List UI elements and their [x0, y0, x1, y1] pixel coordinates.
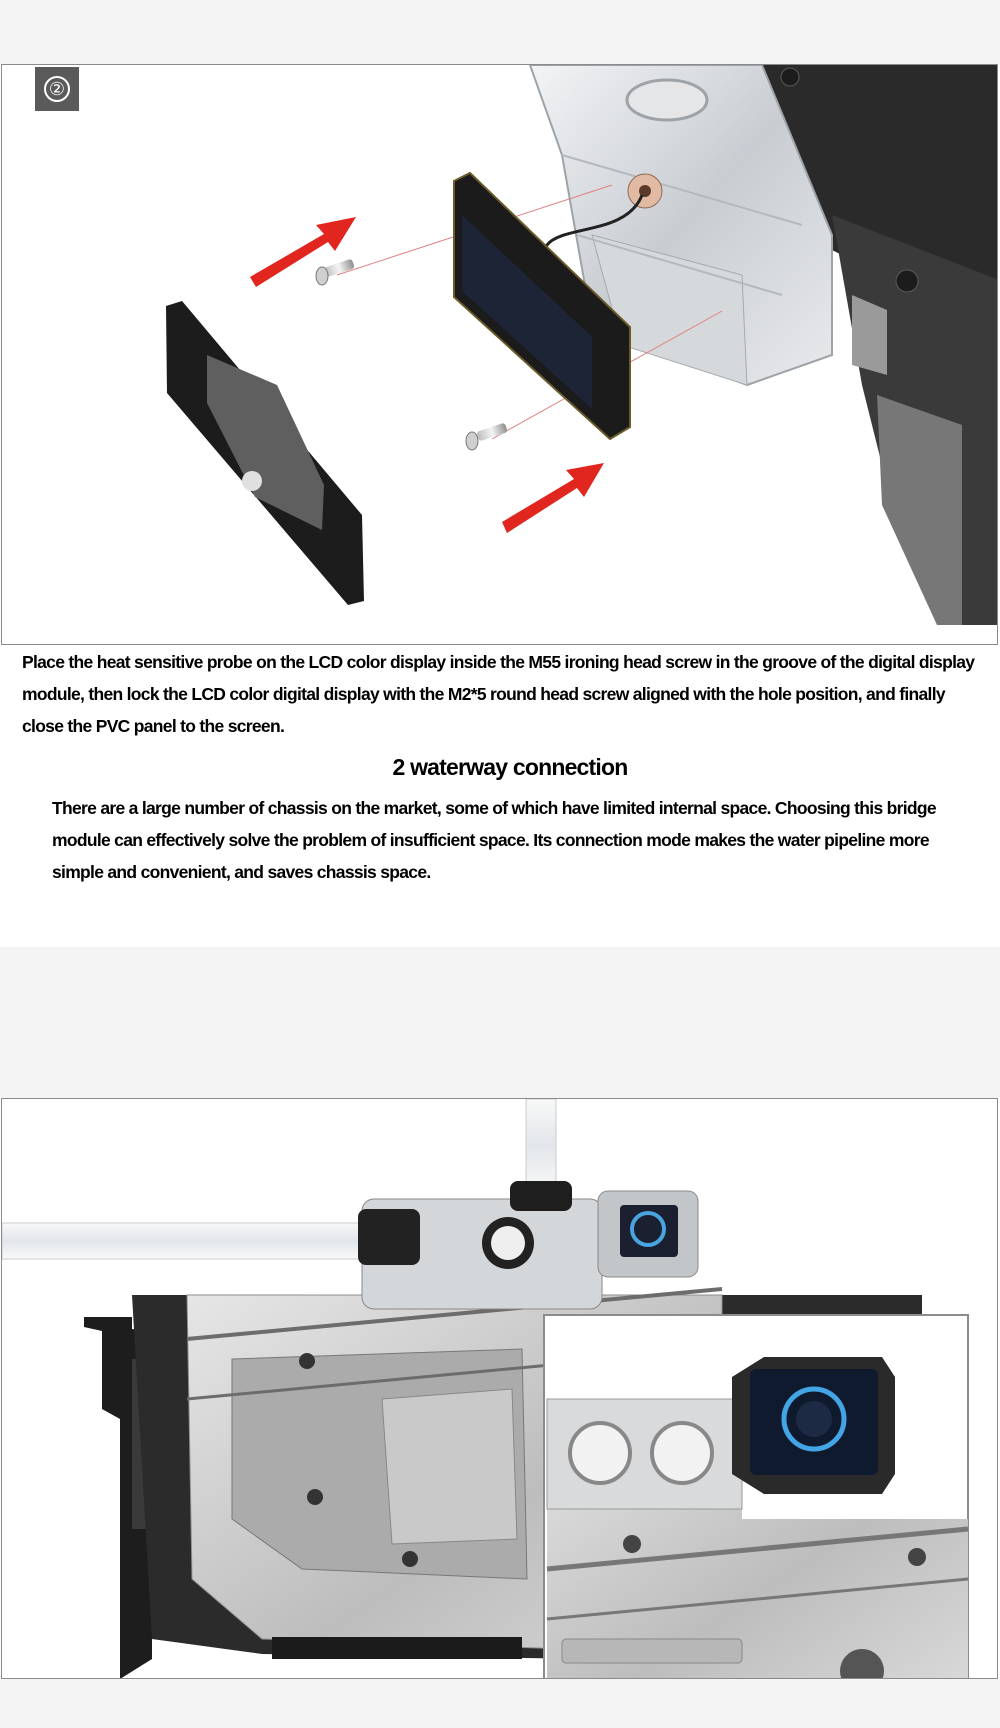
- bridge-illustration: [1, 1098, 998, 1679]
- arrow-lower: [502, 463, 604, 533]
- arrow-upper: [250, 217, 356, 287]
- screw-hole-1: [781, 68, 799, 86]
- inset-closeup: [544, 1315, 968, 1679]
- bottom-band: [0, 1679, 1000, 1728]
- gpu-side-plate: [877, 395, 962, 625]
- block-screw-3: [402, 1551, 418, 1567]
- assembly-drawing: [2, 65, 998, 645]
- waterblock-inner: [382, 1389, 517, 1544]
- section-heading: 2 waterway connection: [392, 754, 628, 780]
- bridge-top-fitting: [510, 1181, 572, 1211]
- bridge-logo-inner: [491, 1226, 525, 1260]
- vertical-tube: [526, 1099, 556, 1191]
- step-number-badge: ②: [35, 67, 79, 111]
- bykski-logo-icon: [242, 471, 262, 491]
- lower-screw: [466, 423, 508, 450]
- block-screw-2: [307, 1489, 323, 1505]
- screw-hole-2: [896, 270, 918, 292]
- middle-band: [0, 947, 1000, 1098]
- top-band: [0, 0, 1000, 64]
- acrylic-port: [627, 80, 707, 120]
- horizontal-tube: [2, 1223, 382, 1259]
- assembly-illustration: [1, 64, 998, 645]
- assembly-caption: Place the heat sensitive probe on the LCD color display inside the M55 ironing head screw in the groove of the digital display module, then lock the LCD color digital display with the M2*5 round head screw aligned with the hole position, and finally close the PVC panel to the screen.: [22, 652, 975, 736]
- upper-screw: [316, 259, 355, 285]
- block-screw-1: [299, 1353, 315, 1369]
- pcb-edge: [272, 1637, 522, 1659]
- bridge-fitting-left: [358, 1209, 420, 1265]
- section-body: There are a large number of chassis on the market, some of which have limited internal space. Choosing this bridge module can effectively solve the problem of insufficient space. Its connection mode makes the water pipeline more simple and convenient, and saves chassis space.: [52, 798, 936, 882]
- bridge-drawing: [2, 1099, 998, 1679]
